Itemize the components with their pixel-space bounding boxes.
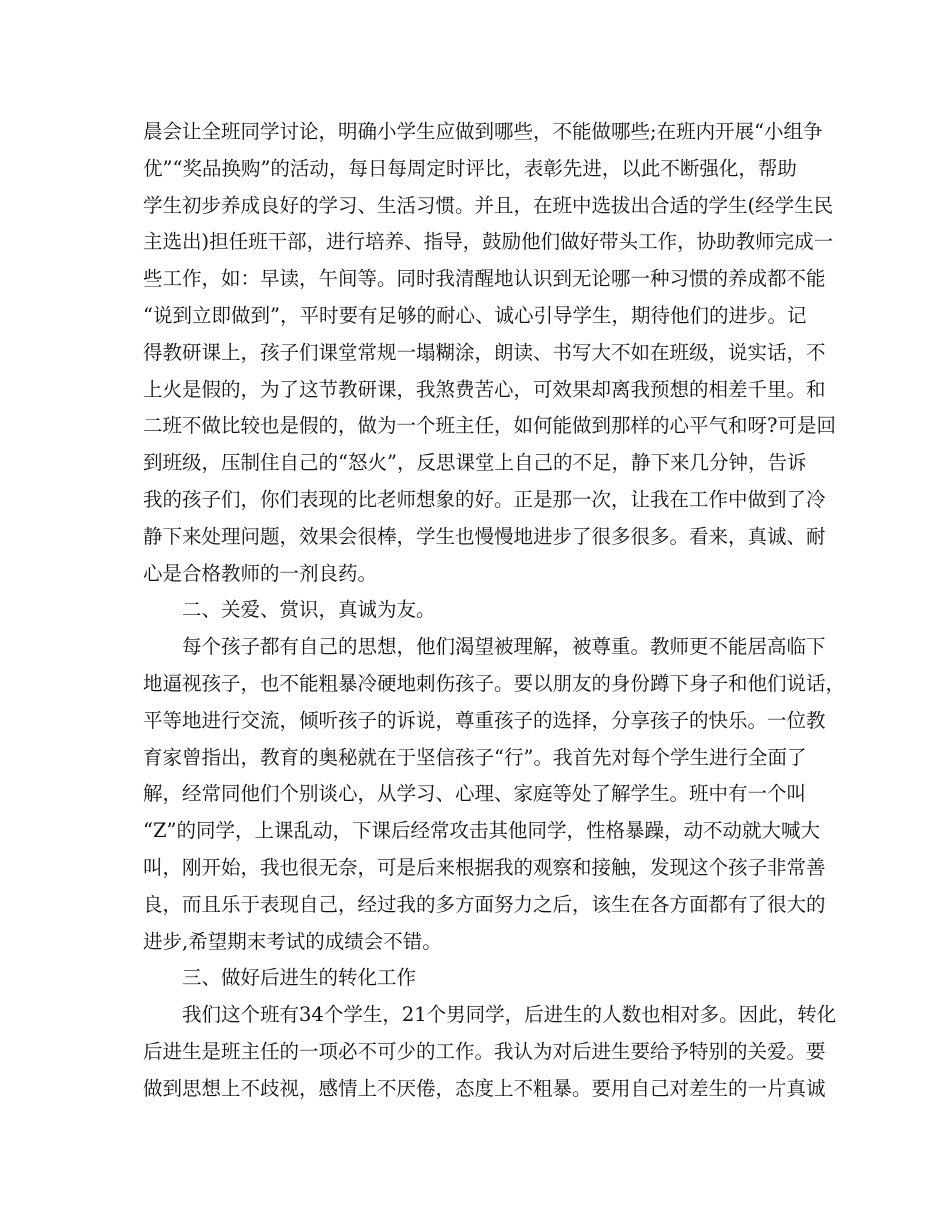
text-line: 些工作，如：早读，午间等。同时我清醒地认识到无论哪一种习惯的养成都不能 (143, 267, 826, 291)
text-line: 主选出)担任班干部，进行培养、指导，鼓励他们做好带头工作，协助教师完成一 (143, 230, 834, 254)
text-line: 进步,希望期末考试的成绩会不错。 (143, 929, 442, 953)
text-line: 育家曾指出，教育的奥秘就在于坚信孩子“行”。我首先对每个学生进行全面了 (143, 745, 807, 769)
text-line: 上火是假的，为了这节教研课，我煞费苦心，可效果却离我预想的相差千里。和 (143, 377, 826, 401)
text-line: 平等地进行交流，倾听孩子的诉说，尊重孩子的选择，分享孩子的快乐。一位教 (143, 708, 826, 732)
body-text (143, 114, 846, 1108)
text-line: “Z”的同学，上课乱动，下课后经常攻击其他同学，性格暴躁，动不动就大喊大 (143, 819, 820, 843)
paragraph-first-line: 每个孩子都有自己的思想，他们渴望被理解，被尊重。教师更不能居高临下 (182, 635, 826, 659)
text-line: 叫，刚开始，我也很无奈，可是后来根据我的观察和接触，发现这个孩子非常善 (143, 855, 826, 879)
section-heading: 三、做好后进生的转化工作 (182, 966, 417, 990)
text-line: 心是合格教师的一剂良药。 (143, 561, 378, 585)
text-line: 到班级，压制住自己的“怒火”，反思课堂上自己的不足，静下来几分钟，告诉 (143, 451, 807, 475)
text-line: 优”“奖品换购”的活动，每日每周定时评比，表彰先进，以此不断强化，帮助 (143, 156, 797, 180)
text-line: 得教研课上，孩子们课堂常规一塌糊涂，朗读、书写大不如在班级，说实话，不 (143, 340, 826, 364)
text-line: 二班不做比较也是假的，做为一个班主任，如何能做到那样的心平气和呀?可是回 (143, 414, 836, 438)
text-line: “说到立即做到”，平时要有足够的耐心、诚心引导学生，期待他们的进步。记 (143, 303, 807, 327)
text-line: 我的孩子们，你们表现的比老师想象的好。正是那一次，让我在工作中做到了冷 (143, 487, 826, 511)
paragraph-first-line: 我们这个班有34个学生，21个男同学，后进生的人数也相对多。因此，转化 (182, 1003, 837, 1027)
text-line: 良，而且乐于表现自己，经过我的多方面努力之后，该生在各方面都有了很大的 (143, 892, 826, 916)
text-line: 学生初步养成良好的学习、生活习惯。并且，在班中选拔出合适的学生(经学生民 (143, 193, 834, 217)
text-line: 地逼视孩子，也不能粗暴冷硬地刺伤孩子。要以朋友的身份蹲下身子和他们说话， (143, 671, 846, 695)
text-line: 做到思想上不歧视，感情上不厌倦，态度上不粗暴。要用自己对差生的一片真诚 (143, 1076, 826, 1100)
text-line: 解，经常同他们个别谈心，从学习、心理、家庭等处了解学生。班中有一个叫 (143, 782, 807, 806)
section-heading: 二、关爱、赏识，真诚为友。 (182, 598, 436, 622)
text-line: 静下来处理问题，效果会很棒，学生也慢慢地进步了很多很多。看来，真诚、耐 (143, 524, 826, 548)
text-line: 晨会让全班同学讨论，明确小学生应做到哪些，不能做哪些;在班内开展“小组争 (143, 120, 823, 143)
text-line: 后进生是班主任的一项必不可少的工作。我认为对后进生要给予特别的关爱。要 (143, 1039, 826, 1063)
